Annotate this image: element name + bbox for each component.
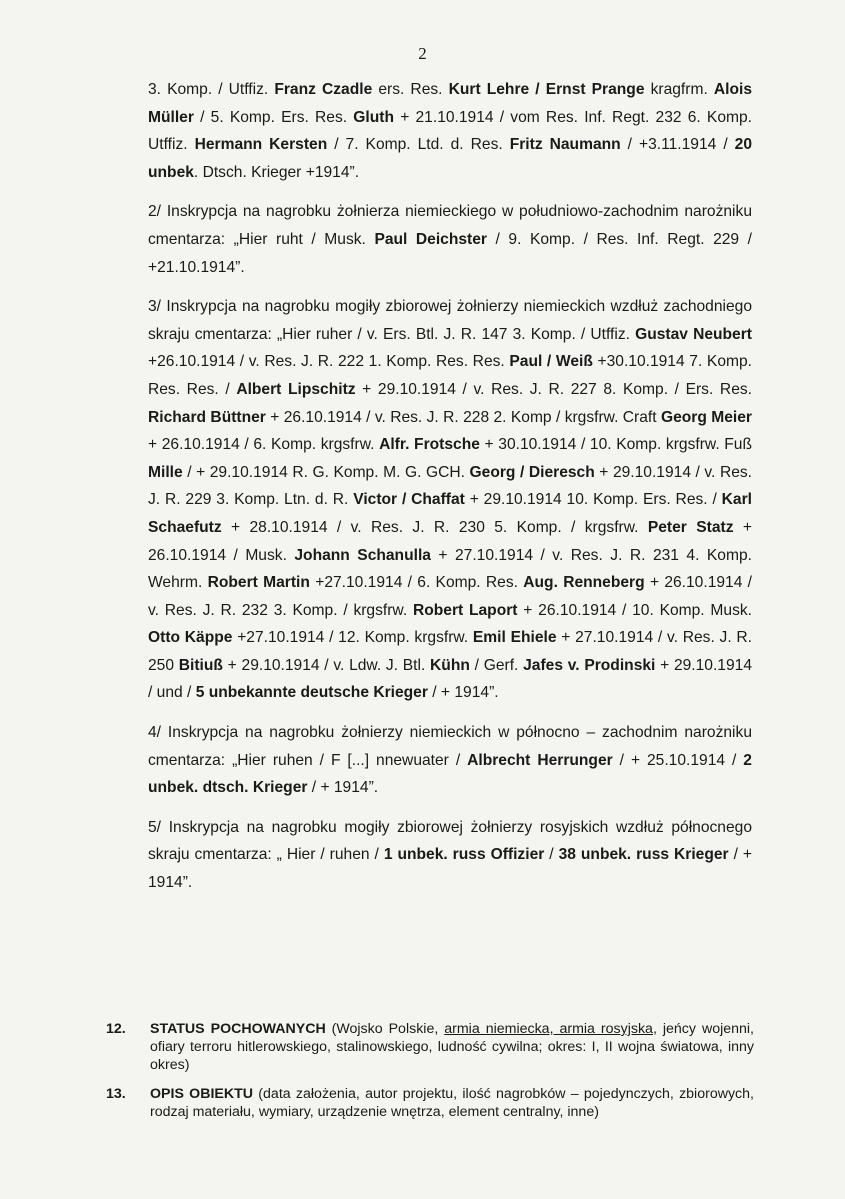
inscription-text: 3/ Inskrypcja na nagrobku mogiły zbiorowej żołnierzy niemieckich wzdłuż zachodniego skraju cmentarza: „Hier ruher / v. Ers. Btl. J. R. 147 3. Komp. / Utffiz. [148, 298, 752, 343]
name-highlight: Albert Lipschitz [236, 380, 356, 398]
paragraph-2 [148, 198, 752, 281]
name-highlight: Bitiuß [178, 656, 223, 674]
inscription-text: / 7. Komp. Ltd. d. Res. [327, 136, 510, 154]
section-12 [106, 1020, 754, 1074]
name-highlight: 20 unbek [148, 136, 753, 181]
section-12-title: STATUS POCHOWANYCH [150, 1021, 326, 1037]
inscription-text: + 29.10.1914 / v. Ldw. J. Btl. [222, 656, 431, 674]
inscription-text: +27.10.1914 / 12. Komp. krgsfrw. [232, 629, 473, 647]
section-12-text [150, 1020, 754, 1074]
inscription-text: +27.10.1914 / 6. Komp. Res. [309, 574, 524, 592]
name-highlight: Alfr. Frotsche [379, 436, 480, 454]
name-highlight: Otto Käppe [148, 629, 233, 647]
name-highlight: Peter Statz [647, 518, 734, 536]
section-13-text [150, 1085, 754, 1121]
inscription-text: / 9. Komp. / Res. Inf. Regt. 229 / +21.10.1914”. [148, 230, 752, 276]
inscription-text: + 30.10.1914 / 10. Komp. krgsfrw. Fuß [479, 436, 753, 454]
inscription-text: 4/ Inskrypcja na nagrobku żołnierzy niemieckich w północno – zachodnim narożniku cmentarza: „Hier ruhen / F [...] nnewuater / [148, 724, 752, 769]
inscription-text: + 28.10.1914 / v. Res. J. R. 230 5. Komp. / krgsfrw. [221, 518, 648, 536]
name-highlight: Fritz Naumann [509, 136, 621, 154]
section-13 [106, 1085, 754, 1121]
inscription-text: +26.10.1914 / v. Res. J. R. 222 1. Komp. Res. Res. [148, 353, 510, 371]
name-highlight: Richard Büttner [148, 408, 266, 426]
inscription-text: + 26.10.1914 / 10. Komp. Musk. [517, 601, 753, 619]
inscription-text: / + 29.10.1914 R. G. Komp. M. G. GCH. [182, 463, 470, 481]
name-highlight: Karl Schaefutz [148, 491, 752, 536]
section-12-text-after: , jeńcy wojenni, ofiary terroru hitlerowskiego, stalinowskiego, ludność cywilna; okres: I, II wojna światowa, inny okres) [150, 1021, 755, 1073]
name-highlight: Robert Laport [412, 601, 518, 619]
inscription-text: / + 1914”. [148, 846, 752, 892]
paragraph-3 [148, 293, 752, 707]
inscription-text: / + 1914”. [307, 779, 379, 797]
name-highlight: Kühn [430, 656, 470, 674]
paragraph-4 [148, 719, 752, 802]
name-highlight: 38 unbek. russ Krieger [558, 846, 729, 864]
inscriptions-body [148, 76, 752, 909]
name-highlight: Georg / Dieresch [469, 463, 595, 481]
inscription-text: + 29.10.1914 10. Komp. Ers. Res. / [464, 491, 722, 509]
paragraph-1 [148, 76, 752, 186]
name-highlight: Jafes v. Prodinski [523, 656, 656, 674]
name-highlight: Paul Deichster [374, 230, 487, 248]
inscription-text: + 27.10.1914 / v. Res. J. R. 250 [148, 629, 752, 674]
section-13-description: (data założenia, autor projektu, ilość nagrobków – pojedynczych, zbiorowych, rodzaj materiału, wymiary, urządzenie wnętrza, element centralny, inne) [150, 1086, 754, 1120]
name-highlight: Aug. Renneberg [523, 574, 645, 592]
inscription-text: +30.10.1914 7. Komp. Res. Res. / [148, 353, 752, 398]
section-12-number: 12. [106, 1021, 126, 1037]
name-highlight: Victor / Chaffat [353, 491, 465, 509]
inscription-text: + 21.10.1914 / vom Res. Inf. Regt. 232 6. Komp. Utffiz. [148, 108, 753, 154]
inscription-text: + 26.10.1914 / 6. Komp. krgsfrw. [148, 436, 380, 454]
section-12-underlined: armia niemiecka, armia rosyjska [444, 1021, 653, 1037]
name-highlight: Alois Müller [148, 81, 752, 126]
inscription-text: 5/ Inskrypcja na nagrobku mogiły zbiorowej żołnierzy rosyjskich wzdłuż północnego skraju cmentarza: „ Hier / ruhen / [148, 818, 752, 864]
inscription-text: kragfrm. [644, 81, 714, 98]
name-highlight: Gluth [353, 108, 395, 126]
inscription-text: / [544, 846, 559, 864]
inscription-text: + 29.10.1914 / v. Res. J. R. 227 8. Komp. / Ers. Res. [355, 380, 752, 398]
name-highlight: Robert Martin [207, 574, 310, 592]
section-13-number: 13. [106, 1086, 126, 1102]
inscription-text: / +3.11.1914 / [620, 136, 735, 154]
name-highlight: Albrecht Herrunger [467, 751, 613, 769]
inscription-text: / + 25.10.1914 / [612, 751, 744, 769]
inscription-text: . Dtsch. Krieger +1914”. [193, 163, 360, 181]
inscription-text: / Gerf. [469, 656, 524, 674]
inscription-text: ers. Res. [372, 81, 449, 98]
inscription-text: + 26.10.1914 / v. Res. J. R. 228 2. Komp / krgsfrw. Craft [265, 408, 661, 426]
name-highlight: Mille [148, 463, 183, 481]
name-highlight: Kurt Lehre / Ernst Prange [448, 81, 645, 98]
name-highlight: Hermann Kersten [194, 136, 328, 154]
inscription-text: / 5. Komp. Ers. Res. [193, 108, 354, 126]
inscription-text: + 26.10.1914 / Musk. [148, 518, 752, 564]
inscription-text: + 29.10.1914 / und / [148, 656, 753, 702]
inscription-text: + 29.10.1914 / v. Res. J. R. 229 3. Komp. Ltn. d. R. [148, 463, 753, 509]
name-highlight: 2 unbek. dtsch. Krieger [148, 751, 752, 797]
inscription-text: / + 1914”. [427, 684, 499, 702]
page-number: 2 [418, 44, 427, 63]
section-12-text-before: (Wojsko Polskie, [325, 1021, 445, 1037]
name-highlight: 5 unbekannte deutsche Krieger [195, 684, 428, 702]
name-highlight: Gustav Neubert [635, 325, 752, 343]
name-highlight: Johann Schanulla [294, 546, 431, 564]
name-highlight: Paul / Weiß [509, 353, 593, 371]
section-13-title: OPIS OBIEKTU [150, 1086, 254, 1102]
name-highlight: 1 unbek. russ Offizier [383, 846, 545, 864]
name-highlight: Georg Meier [660, 408, 752, 426]
inscription-text: + 26.10.1914 / v. Res. J. R. 232 3. Komp. / krgsfrw. [148, 574, 753, 619]
inscription-text: 2/ Inskrypcja na nagrobku żołnierza niemieckiego w południowo-zachodnim narożniku cmentarza: „Hier ruht / Musk. [148, 203, 752, 248]
inscription-text: 3. Komp. / Utffiz. [148, 81, 275, 98]
inscription-text: + 27.10.1914 / v. Res. J. R. 231 4. Komp. Wehrm. [148, 546, 752, 592]
paragraph-5 [148, 814, 752, 897]
name-highlight: Franz Czadle [274, 81, 373, 98]
name-highlight: Emil Ehiele [472, 629, 557, 647]
